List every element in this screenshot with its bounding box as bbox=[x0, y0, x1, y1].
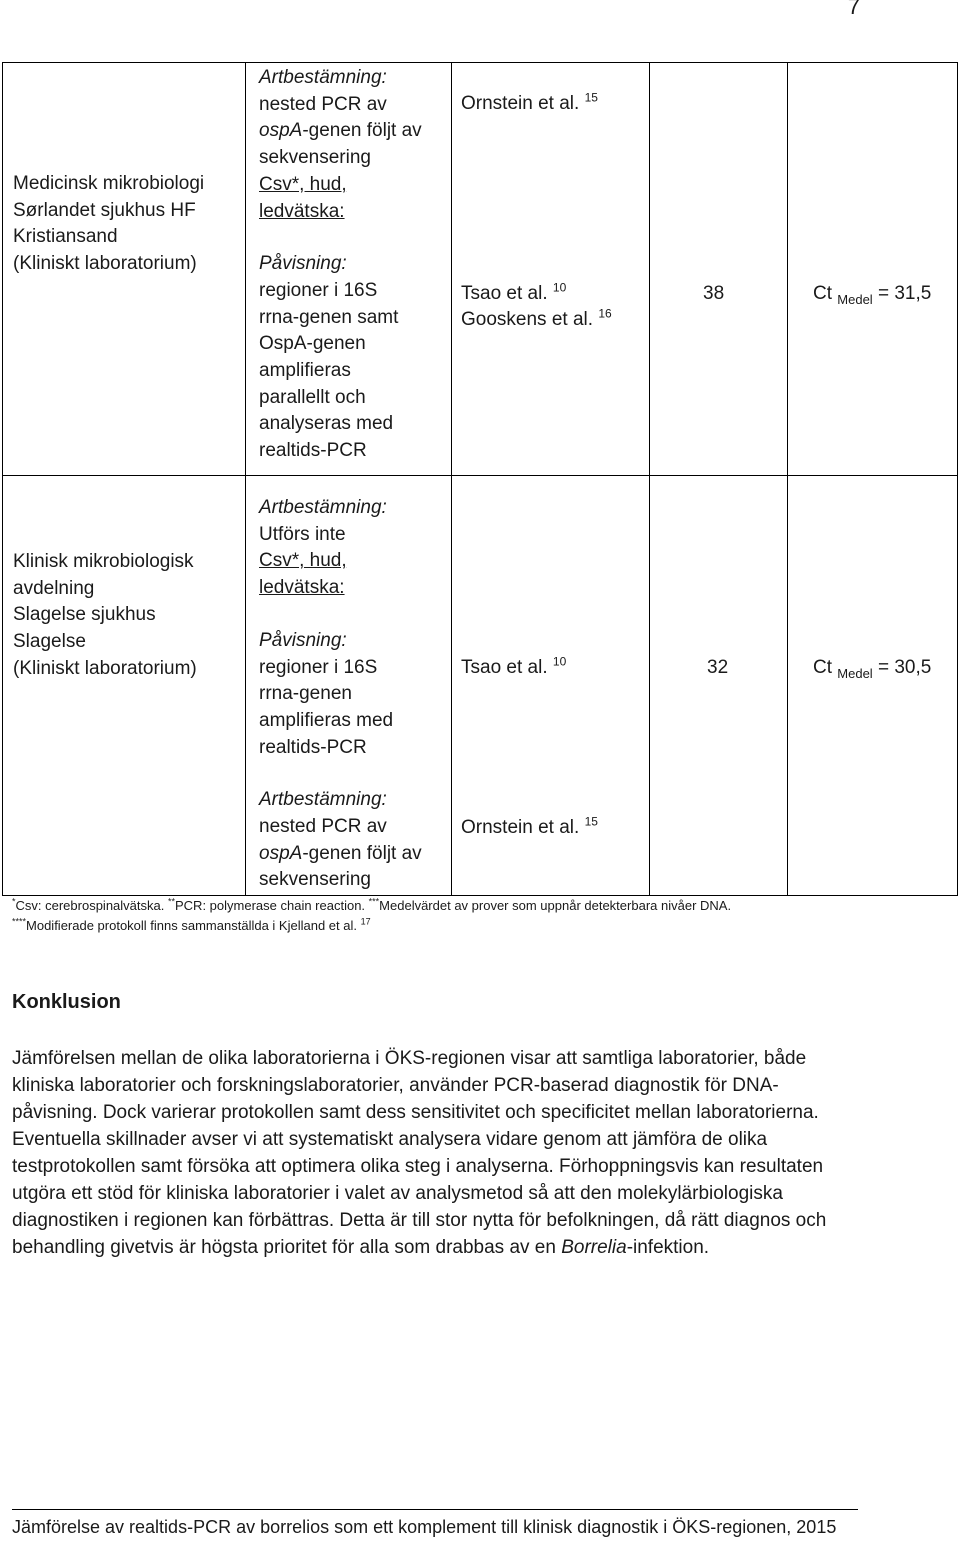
conclusion-paragraph: Jämförelsen mellan de olika laboratorierna i ÖKS-regionen visar att samtliga laboratorier, både kliniska laboratorier och forskningslaboratorier, använder PCR-baserad diagnostik för DNA-påvisning. Dock varierar protokollen samt dess sensitivitet och specificitet mellan laboratorierna. Eventuella skillnader avser vi att systematiskt analysera vidare genom att jämföra de olika testprotokollen samt försöka att optimera olika steg i analyserna. Förhoppningsvis kan resultaten utgöra ett stöd för kliniska laboratorier i valet av analysmetod så att den molekylärbiologiska diagnostiken i regionen kan förbättras. Detta är till stor nytta för befolkningen, då rätt diagnos och behandling givetvis är högsta prioritet för alla som drabbas av en Borrelia-infektion. bbox=[12, 1048, 827, 1258]
reference-name: Ornstein et al. bbox=[461, 93, 580, 114]
method-title: Påvisning: bbox=[259, 253, 347, 275]
section-heading: Konklusion bbox=[12, 991, 121, 1013]
column-divider bbox=[649, 63, 650, 895]
footer-divider bbox=[12, 1509, 858, 1510]
method-line: regioner i 16S bbox=[259, 656, 378, 678]
method-title: Artbestämning: bbox=[259, 67, 387, 88]
method-line: amplifieras med bbox=[259, 709, 394, 731]
table-footnotes bbox=[12, 896, 731, 936]
ct-number: = 31,5 bbox=[877, 283, 932, 304]
ct-label: Ct bbox=[813, 283, 832, 304]
method-line: realtids-PCR bbox=[259, 440, 367, 462]
reference-number: 15 bbox=[584, 90, 598, 105]
species-name: Borrelia bbox=[561, 1237, 627, 1258]
reference-number: 16 bbox=[598, 306, 612, 321]
page-number: 7 bbox=[847, 0, 860, 19]
ct-label: Ct bbox=[813, 657, 832, 678]
footnote-text: Modifierade protokoll finns sammanställda i Kjelland et al. bbox=[26, 918, 357, 933]
column-divider bbox=[451, 63, 452, 895]
table-row-1-lab bbox=[13, 171, 204, 278]
method-line: realtids-PCR bbox=[259, 736, 367, 758]
sample-types: ledvätska: bbox=[259, 200, 345, 222]
table-row-2-lab bbox=[13, 549, 197, 683]
sample-types: Csv*, hud, bbox=[259, 173, 347, 195]
reference-number: 15 bbox=[584, 814, 598, 829]
method-line: OspA-genen bbox=[259, 333, 366, 355]
method-line: analyseras med bbox=[259, 413, 394, 435]
ct-number: = 30,5 bbox=[877, 657, 932, 678]
method-line: Utförs inte bbox=[259, 523, 346, 545]
lab-name: Klinisk mikrobiologisk avdelning Slagelse sjukhus Slagelse (Kliniskt laboratorium) bbox=[13, 551, 197, 679]
footnote-mark: ** bbox=[167, 896, 175, 907]
reference-name: Tsao et al. bbox=[461, 283, 548, 304]
footnote-mark: **** bbox=[12, 916, 27, 927]
reference-name: Gooskens et al. bbox=[461, 309, 594, 330]
ct-subscript: Medel bbox=[837, 291, 873, 307]
method-title: Artbestämning: bbox=[259, 789, 387, 811]
reference bbox=[461, 91, 598, 118]
method-line: ospA-genen följt av bbox=[259, 842, 422, 864]
method-line: sekvensering bbox=[259, 147, 371, 169]
column-divider bbox=[245, 63, 246, 895]
reference-number: 10 bbox=[552, 280, 567, 295]
reference bbox=[461, 307, 612, 334]
reference bbox=[461, 815, 598, 842]
table-row-2-methods bbox=[259, 495, 422, 894]
method-line-suffix: -genen följt av bbox=[302, 842, 422, 864]
method-line-suffix: -genen följt av bbox=[302, 120, 422, 142]
reference-name: Tsao et al. bbox=[461, 657, 548, 678]
method-title: Påvisning: bbox=[259, 629, 347, 651]
reference bbox=[461, 655, 566, 682]
method-line: regioner i 16S bbox=[259, 279, 378, 301]
footnote-text: Medelvärdet av prover som uppnår detekterbara nivåer DNA. bbox=[379, 898, 732, 913]
footnote-line bbox=[12, 916, 731, 936]
sample-count: 32 bbox=[707, 657, 729, 678]
reference-name: Ornstein et al. bbox=[461, 817, 580, 838]
method-line: rrna-genen bbox=[259, 683, 352, 705]
method-line: amplifieras bbox=[259, 360, 351, 382]
reference bbox=[461, 281, 566, 308]
ct-subscript: Medel bbox=[837, 665, 873, 681]
table-row-1-methods bbox=[259, 65, 422, 465]
ct-value bbox=[813, 281, 931, 308]
lab-comparison-table bbox=[2, 62, 958, 896]
footnote-text: Csv: cerebrospinalvätska. bbox=[15, 898, 165, 913]
lab-name: Medicinsk mikrobiologi Sørlandet sjukhus HF Kristiansand (Kliniskt laboratorium) bbox=[13, 173, 205, 275]
sample-count: 38 bbox=[703, 283, 725, 304]
method-line: rrna-genen samt bbox=[259, 306, 399, 328]
footnote-reference: 17 bbox=[360, 916, 371, 927]
footnote-text: PCR: polymerase chain reaction. bbox=[175, 898, 366, 913]
footnote-mark: * bbox=[12, 896, 16, 907]
method-line: nested PCR av bbox=[259, 816, 387, 838]
method-line: nested PCR av bbox=[259, 93, 387, 115]
footnote-mark: *** bbox=[368, 896, 380, 907]
column-divider bbox=[787, 63, 788, 895]
ct-value bbox=[813, 655, 931, 682]
sample-types: Csv*, hud, bbox=[259, 550, 347, 572]
method-line: ospA-genen följt av bbox=[259, 120, 422, 142]
row-divider bbox=[3, 475, 957, 476]
method-line: parallellt och bbox=[259, 386, 366, 408]
reference-number: 10 bbox=[552, 654, 567, 669]
sample-types: ledvätska: bbox=[259, 577, 345, 599]
footnote-line bbox=[12, 896, 731, 916]
method-title: Artbestämning: bbox=[259, 497, 387, 518]
page-footer: Jämförelse av realtids-PCR av borrelios som ett komplement till klinisk diagnostik i ÖKS-regionen, 2015 bbox=[12, 1517, 837, 1537]
method-line: sekvensering bbox=[259, 869, 371, 891]
